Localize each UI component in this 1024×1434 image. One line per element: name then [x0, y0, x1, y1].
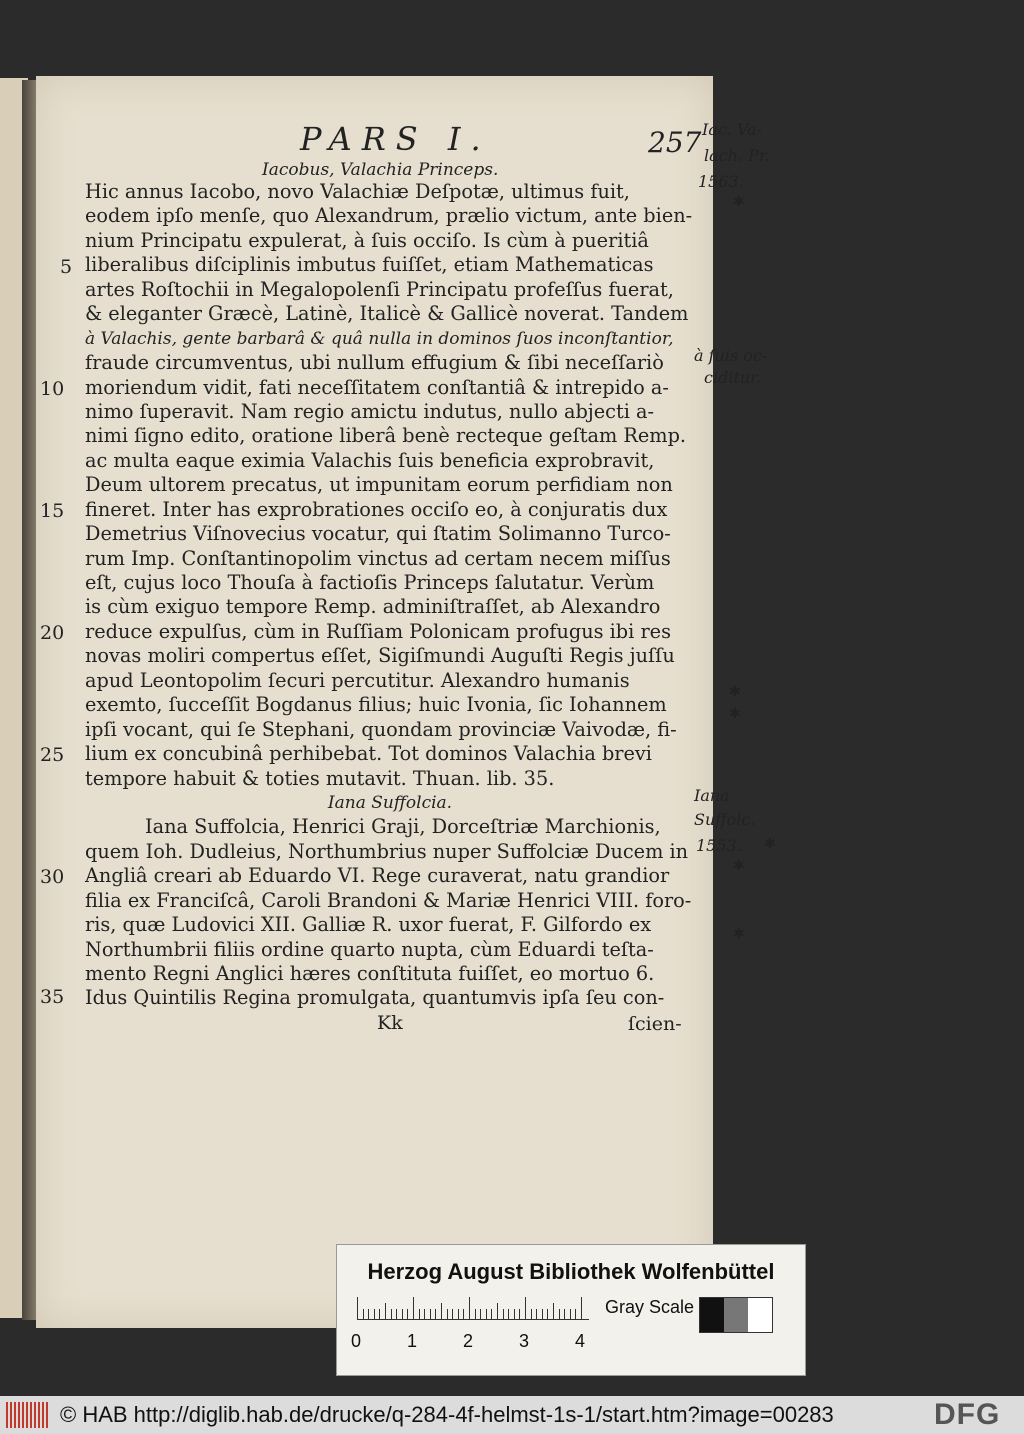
- line-number: 25: [40, 744, 65, 766]
- margin-note: Suffolc.: [694, 810, 756, 829]
- text-line: à Valachis, gente barbarâ & quâ nulla in dominos ſuos inconſtantior,: [85, 328, 674, 349]
- ruler-tick: [469, 1297, 470, 1319]
- margin-note: 1563.: [698, 172, 744, 191]
- catchword: ſcien-: [628, 1013, 682, 1035]
- gray-swatch-black: [700, 1298, 724, 1332]
- text-line: tempore habuit & toties mutavit. Thuan. lib. 35.: [85, 766, 555, 790]
- text-line: artes Roſtochii in Megalopolenſi Principatu profeſſus fuerat,: [85, 277, 674, 301]
- dfg-logo: DFG: [934, 1398, 1001, 1431]
- text-line: apud Leontopolim ſecuri percutitur. Alexandro humanis: [85, 668, 630, 692]
- text-line: moriendum vidit, fati neceſſitatem conſtantiâ & intrepido a-: [85, 375, 669, 399]
- ruler-tick: [402, 1309, 403, 1319]
- ruler-tick: [385, 1303, 386, 1319]
- ruler-tick: [536, 1309, 537, 1319]
- margin-note: lach. Pr.: [704, 146, 770, 165]
- text-line: rum Imp. Conſtantinopolim vinctus ad certam necem miſſus: [85, 546, 671, 570]
- margin-note: ciditur.: [704, 368, 762, 387]
- line-number: 20: [40, 622, 65, 644]
- ruler-number: 0: [351, 1331, 362, 1351]
- text-line: nimi ſigno edito, oratione liberâ benè recteque geſtam Remp.: [85, 424, 687, 448]
- text-line: lium ex concubinâ perhibebat. Tot dominos Valachia brevi: [85, 742, 652, 766]
- ruler-tick: [553, 1303, 554, 1319]
- ruler-number: 2: [463, 1331, 474, 1351]
- copyright-link[interactable]: © HAB http://diglib.hab.de/drucke/q-284-4f-helmst-1s-1/start.htm?image=00283: [60, 1402, 834, 1427]
- ruler-tick: [407, 1309, 408, 1319]
- signature-mark: Kk: [377, 1012, 403, 1034]
- ruler-tick: [542, 1309, 543, 1319]
- gray-swatch-mid: [724, 1298, 748, 1332]
- page-number: 257: [648, 126, 702, 159]
- asterisk-icon: ✱: [733, 858, 745, 874]
- text-line: ipſi vocant, qui ſe Stephani, quondam provinciæ Vaivodæ, fi-: [85, 717, 677, 741]
- text-line: & eleganter Græcè, Latinè, Italicè & Gallicè noverat. Tandem: [85, 302, 689, 326]
- color-scale-card: [336, 1244, 806, 1376]
- ruler-tick: [447, 1309, 448, 1319]
- ruler-tick: [463, 1309, 464, 1319]
- ruler-number: 1: [407, 1331, 418, 1351]
- line-number: 5: [60, 256, 73, 278]
- text-line: eſt, cujus loco Thouſa à factioſis Princeps ſalutatur. Verùm: [85, 571, 655, 594]
- gray-scale-swatch: [699, 1297, 773, 1333]
- barcode-icon: [6, 1402, 48, 1428]
- ruler-tick: [435, 1309, 436, 1319]
- ruler-tick: [363, 1309, 364, 1319]
- asterisk-icon: ✱: [729, 684, 741, 700]
- text-line: exemto, ſucceſſit Bogdanus filius; huic Ivonia, ſic Iohannem: [85, 693, 667, 717]
- bottom-bar: [0, 1396, 1024, 1434]
- text-line: eodem ipſo menſe, quo Alexandrum, prælio victum, ante bien-: [85, 204, 693, 228]
- text-line: Angliâ creari ab Eduardo VI. Rege curaverat, natu grandior: [85, 864, 670, 888]
- margin-note: Iac. Va-: [702, 120, 763, 139]
- asterisk-icon: ✱: [733, 926, 745, 942]
- ruler-tick: [486, 1309, 487, 1319]
- margin-note: 1553.: [696, 836, 742, 855]
- ruler-tick: [458, 1309, 459, 1319]
- text-line: quem Ioh. Dudleius, Northumbrius nuper Suffolciæ Ducem in: [85, 839, 689, 863]
- ruler-tick: [514, 1309, 515, 1319]
- ruler-tick: [497, 1303, 498, 1319]
- text-line: fineret. Inter has exprobrationes occiſo eo, à conjuratis dux: [85, 497, 668, 521]
- ruler-tick: [391, 1309, 392, 1319]
- measurement-ruler: [357, 1297, 589, 1320]
- ruler-tick: [357, 1297, 358, 1319]
- line-number: 15: [40, 500, 65, 522]
- ruler-tick: [575, 1309, 576, 1319]
- line-number: 30: [40, 866, 65, 888]
- ruler-tick: [374, 1309, 375, 1319]
- ruler-tick: [570, 1309, 571, 1319]
- running-head: PARS I.: [300, 120, 491, 158]
- ruler-tick: [368, 1309, 369, 1319]
- ruler-number: 3: [519, 1331, 530, 1351]
- ruler-tick: [396, 1309, 397, 1319]
- text-line: Northumbrii filiis ordine quarto nupta, cùm Eduardi teſta-: [85, 937, 654, 961]
- ruler-tick: [547, 1309, 548, 1319]
- text-line: Deum ultorem precatus, ut impunitam eorum perfidiam non: [85, 473, 673, 497]
- margin-note: Iana: [694, 786, 730, 805]
- ruler-tick: [452, 1309, 453, 1319]
- ruler-tick: [475, 1309, 476, 1319]
- text-line: Iana Suffolcia, Henrici Graji, Dorceſtriæ Marchionis,: [145, 815, 661, 839]
- ruler-tick: [424, 1309, 425, 1319]
- section-heading: Iacobus, Valachia Princeps.: [262, 160, 499, 180]
- text-line: is cùm exiguo tempore Remp. adminiſtraſſet, ab Alexandro: [85, 595, 661, 619]
- gray-scale-label: Gray Scale: [605, 1297, 695, 1317]
- ruler-tick: [581, 1297, 582, 1319]
- ruler-tick: [413, 1297, 414, 1319]
- text-line: Idus Quintilis Regina promulgata, quantumvis ipſa ſeu con-: [85, 986, 665, 1010]
- text-line: novas moliri compertus eſſet, Sigiſmundi Auguſti Regis juſſu: [85, 644, 675, 668]
- ruler-tick: [480, 1309, 481, 1319]
- ruler-tick: [508, 1309, 509, 1319]
- text-line: ris, quæ Ludovici XII. Galliæ R. uxor fuerat, F. Gilfordo ex: [85, 913, 652, 937]
- text-line: liberalibus diſciplinis imbutus fuiſſet, etiam Mathematicas: [85, 253, 654, 277]
- body-text: [85, 180, 695, 1011]
- line-number: 10: [40, 378, 65, 400]
- library-name: Herzog August Bibliothek Wolfenbüttel: [367, 1259, 775, 1284]
- text-line: fraude circumventus, ubi nullum effugium & ſibi neceſſariò: [85, 351, 664, 375]
- ruler-tick: [419, 1309, 420, 1319]
- ruler-tick: [430, 1309, 431, 1319]
- ruler-tick: [564, 1309, 565, 1319]
- text-line: Hic annus Iacobo, novo Valachiæ Deſpotæ, ultimus fuit,: [85, 180, 630, 203]
- text-line: ac multa eaque eximia Valachis ſuis beneficia exprobravit,: [85, 448, 655, 472]
- text-line: nimo ſuperavit. Nam regio amictu indutus, nullo abjecti a-: [85, 399, 655, 423]
- line-number: 35: [40, 986, 65, 1008]
- asterisk-icon: ✱: [729, 706, 741, 722]
- ruler-tick: [531, 1309, 532, 1319]
- ruler-tick: [503, 1309, 504, 1319]
- ruler-tick: [525, 1297, 526, 1319]
- ruler-tick: [491, 1309, 492, 1319]
- gray-swatch-white: [748, 1298, 772, 1332]
- margin-note: à ſuis oc-: [694, 346, 768, 365]
- ruler-tick: [379, 1309, 380, 1319]
- text-line: reduce expulſus, cùm in Ruſſiam Polonicam profugus ibi res: [85, 619, 671, 643]
- text-line: mento Regni Anglici hæres conſtituta fuiſſet, eo mortuo 6.: [85, 962, 655, 985]
- text-line: nium Principatu expulerat, à ſuis occiſo. Is cùm à pueritiâ: [85, 228, 649, 252]
- ruler-tick: [559, 1309, 560, 1319]
- section-heading-iana: Iana Suffolcia.: [327, 792, 453, 813]
- asterisk-icon: ✱: [764, 836, 776, 852]
- text-line: Demetrius Viſnovecius vocatur, qui ſtatim Solimanno Turco-: [85, 522, 671, 546]
- ruler-tick: [519, 1309, 520, 1319]
- asterisk-icon: ✱: [733, 194, 745, 210]
- ruler-tick: [441, 1303, 442, 1319]
- text-line: filia ex Franciſcâ, Caroli Brandoni & Mariæ Henrici VIII. foro-: [85, 888, 692, 912]
- ruler-number: 4: [575, 1331, 586, 1351]
